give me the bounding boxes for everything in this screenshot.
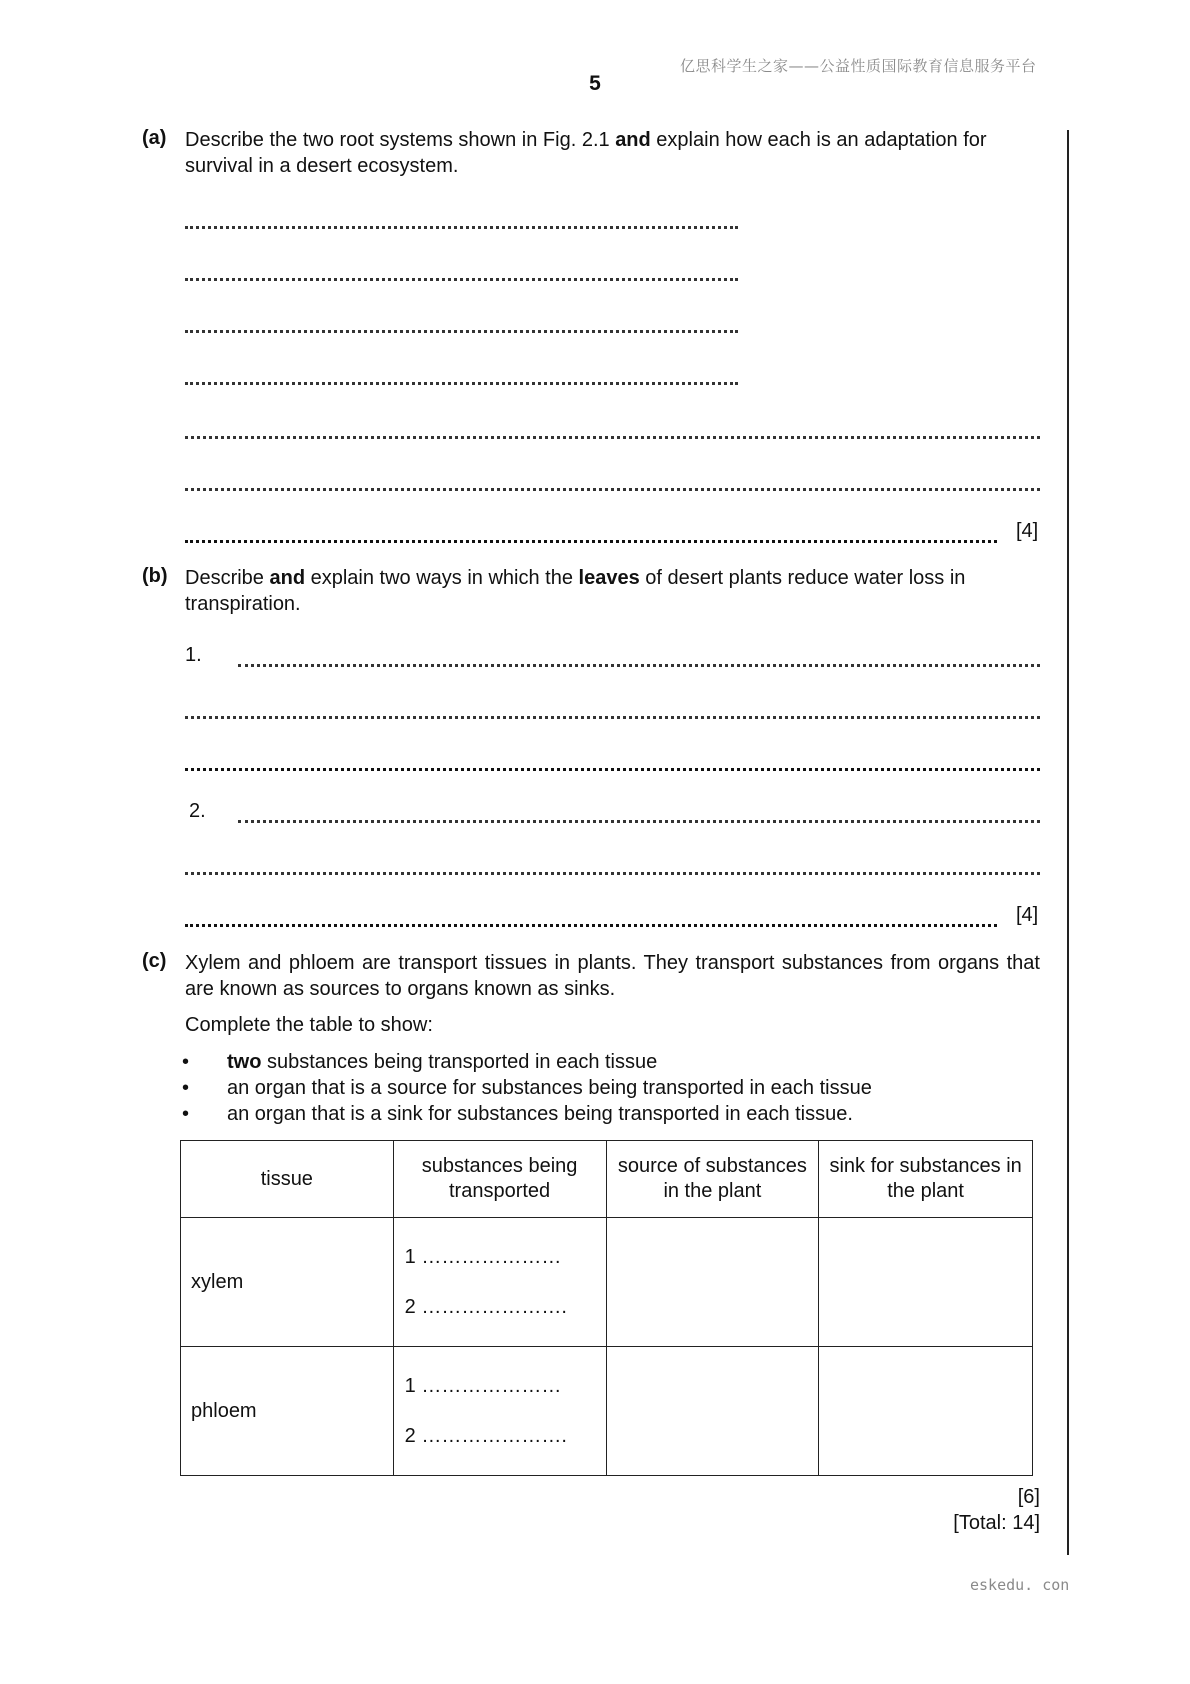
footer-site: eskedu. con [970, 1576, 1070, 1594]
part-b-item-2: 2. [189, 800, 206, 822]
answer-line[interactable] [238, 820, 1040, 823]
answer-line[interactable] [185, 872, 1040, 875]
part-a-text-1: Describe the two root systems shown in Fig. 2.1 [185, 129, 616, 151]
bullet-item [182, 1049, 658, 1075]
part-c-intro: Xylem and phloem are transport tissues in plants. They transport substances from organs that are known as sources to organs known as sinks. [185, 952, 1040, 1000]
part-b-bold-2: leaves [578, 567, 640, 589]
part-a-label: (a) [142, 127, 167, 149]
watermark-text: 亿思科学生之家——公益性质国际教育信息服务平台 [680, 57, 1037, 75]
tissue-cell: phloem [181, 1347, 394, 1476]
answer-line[interactable] [185, 768, 1040, 771]
source-cell[interactable] [606, 1218, 819, 1347]
part-b-text-3: of desert plants reduce water loss in transpiration. [185, 567, 966, 615]
answer-line[interactable] [185, 436, 1040, 439]
bullet-dot: • [182, 1051, 190, 1073]
bullet-text: an organ that is a sink for substances being transported in each tissue. [227, 1103, 853, 1125]
bullet-item [182, 1075, 872, 1101]
tissue-cell: xylem [181, 1218, 394, 1347]
part-a-bold: and [615, 129, 651, 151]
part-c-marks: [6] [1017, 1486, 1040, 1508]
answer-line[interactable] [185, 924, 997, 927]
part-c-label: (c) [142, 950, 167, 972]
answer-line[interactable] [238, 664, 1040, 667]
source-cell[interactable] [606, 1347, 819, 1476]
margin-rule [1067, 130, 1069, 1555]
part-b-question [185, 565, 1040, 617]
answer-line[interactable] [185, 226, 738, 229]
answer-line[interactable] [185, 278, 738, 281]
header-sink: sink for substances in the plant [819, 1141, 1033, 1218]
bullet-bold: two [227, 1051, 262, 1073]
answer-line[interactable] [185, 716, 1040, 719]
header-source: source of substances in the plant [606, 1141, 819, 1218]
part-b-item-1: 1. [185, 644, 202, 666]
bullet-text: an organ that is a source for substances being transported in each tissue [227, 1077, 872, 1099]
table-header-row [181, 1141, 1033, 1218]
bullet-dot: • [182, 1077, 190, 1099]
part-c-instruction: Complete the table to show: [185, 1014, 433, 1036]
substance-line-1: 1 ………………… [404, 1375, 562, 1397]
sink-cell[interactable] [819, 1218, 1033, 1347]
part-a-text-2: explain how each is an adaptation for survival in a desert ecosystem. [185, 129, 987, 177]
answer-line[interactable] [185, 540, 997, 543]
answer-line[interactable] [185, 382, 738, 385]
answer-line[interactable] [185, 330, 738, 333]
header-substances: substances being transported [393, 1141, 606, 1218]
sink-cell[interactable] [819, 1347, 1033, 1476]
substance-line-2: 2 …………………. [404, 1296, 567, 1318]
bullet-item [182, 1101, 853, 1127]
part-a-question [185, 127, 1040, 179]
part-b-text-2: explain two ways in which the [305, 567, 579, 589]
part-b-text-1: Describe [185, 567, 270, 589]
part-b-label: (b) [142, 565, 168, 587]
substances-cell[interactable] [393, 1218, 606, 1347]
part-b-marks: [4] [1016, 904, 1039, 926]
transport-table [180, 1140, 1033, 1476]
part-a-marks: [4] [1016, 520, 1039, 542]
substance-line-2: 2 …………………. [404, 1425, 567, 1447]
part-b-bold-1: and [269, 567, 306, 589]
table-row [181, 1347, 1033, 1476]
substances-cell[interactable] [393, 1347, 606, 1476]
table-row [181, 1218, 1033, 1347]
bullet-text: substances being transported in each tissue [261, 1051, 658, 1073]
bullet-dot: • [182, 1103, 190, 1125]
answer-line[interactable] [185, 488, 1040, 491]
substance-line-1: 1 ………………… [404, 1246, 562, 1268]
page-number: 5 [589, 72, 601, 95]
header-tissue: tissue [181, 1141, 394, 1218]
question-total: [Total: 14] [953, 1512, 1040, 1534]
